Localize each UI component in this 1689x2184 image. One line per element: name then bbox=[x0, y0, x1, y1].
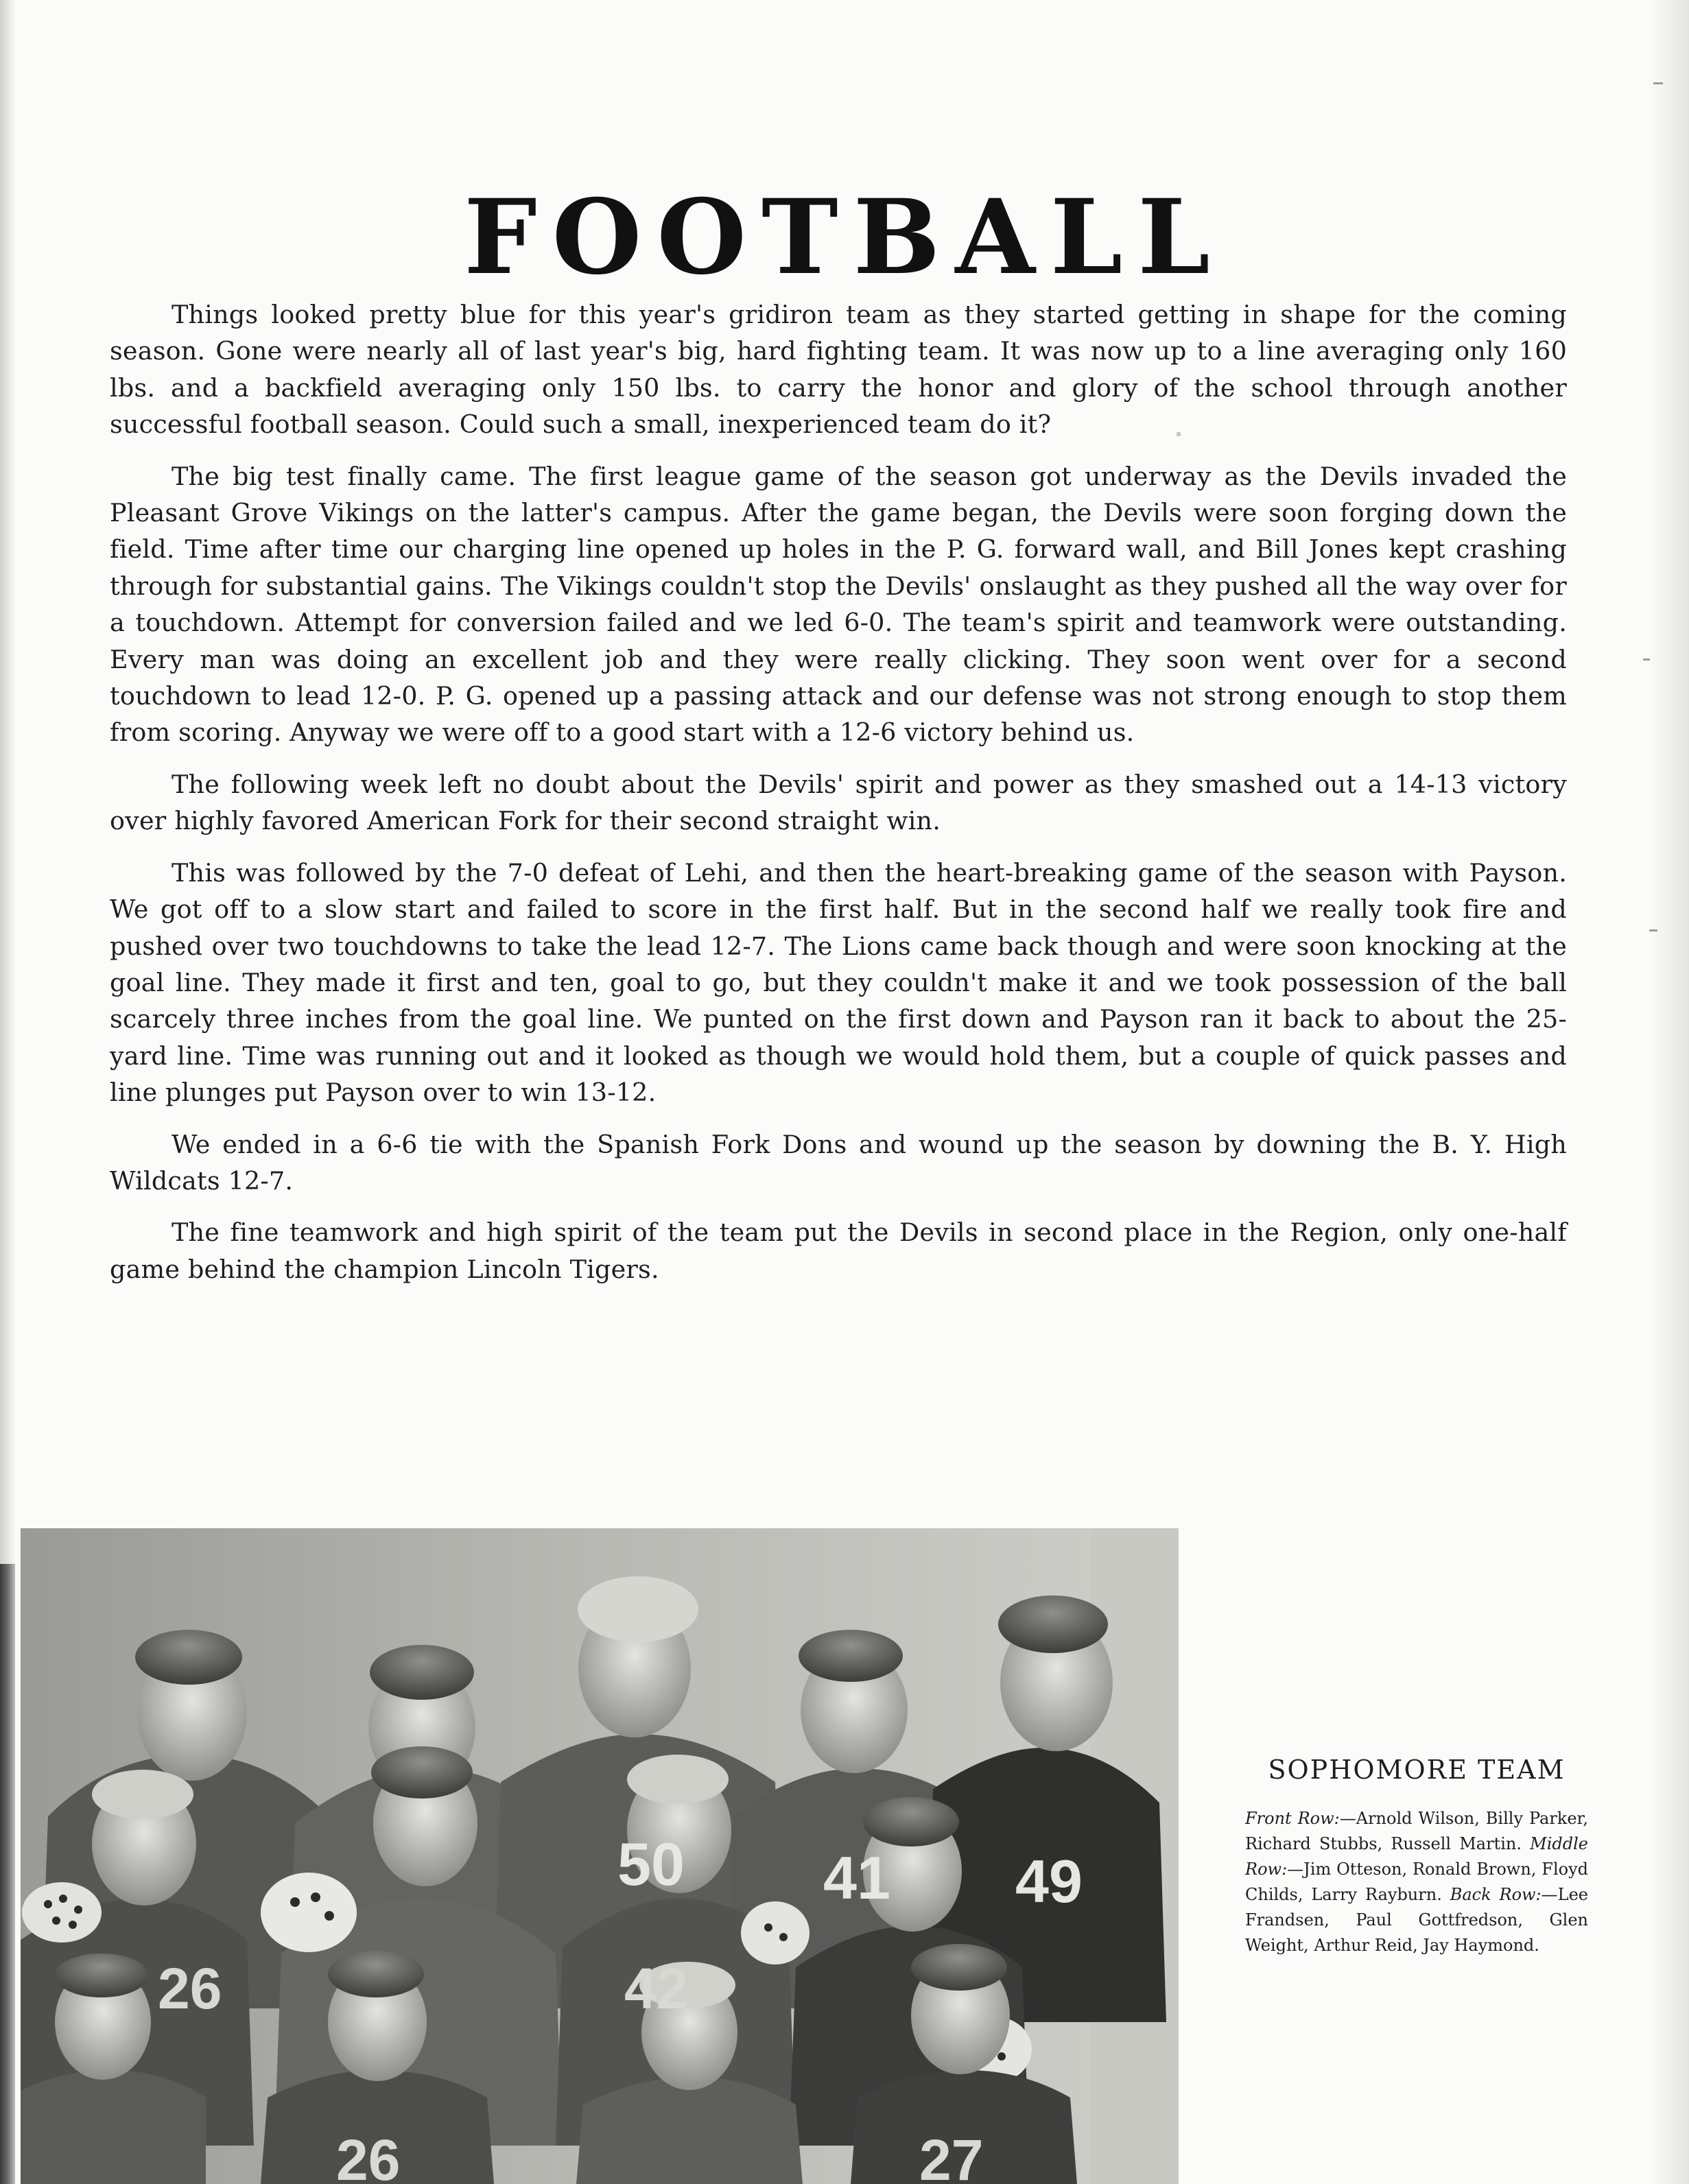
jersey-number: 41 bbox=[823, 1844, 890, 1912]
page-right-edge bbox=[1648, 0, 1689, 2184]
binding-shadow bbox=[0, 1564, 15, 2184]
jersey-number: 49 bbox=[1015, 1847, 1083, 1915]
article-paragraph: This was followed by the 7-0 defeat of Lehi, and then the heart-breaking game of the season with Payson. We got off to a slow start and failed to score in the first half. But in the second half we really took fire and pushed over two touchdowns to take the lead 12-7. The Lions came back though and were soon knocking at the goal line. They made it first and ten, goal to go, but they couldn't make it and we took possession of the ball scarcely three inches from the goal line. We punted on the first down and Payson ran it back to about the 25-yard line. Time was running out and it looked as though we would hold them, but a couple of quick passes and line plunges put Payson over to win 13-12. bbox=[110, 857, 1567, 1108]
caption-roster bbox=[1245, 1806, 1588, 1958]
article-paragraph: Things looked pretty blue for this year's gridiron team as they started getting in shape for the coming season. Gone were nearly all of last year's big, hard fighting team. It was now up to a line averaging only 160 lbs. and a backfield averaging only 150 lbs. to carry the honor and glory of the school through another successful football season. Could such a small, inexperienced team do it? bbox=[110, 300, 1567, 440]
front-row-label: Front Row: bbox=[1245, 1809, 1340, 1828]
jersey-number: 27 bbox=[919, 2128, 984, 2184]
front-row-names: —Arnold Wilson, Billy Parker, Richard Stubbs, Russell Martin. bbox=[1245, 1809, 1588, 1853]
article-paragraph: The big test finally came. The first league game of the season got underway as the Devils invaded the Pleasant Grove Vikings on the latter's campus. After the game began, the Devils were soon forging down the field. Time after time our charging line opened up holes in the P. G. forward wall, and Bill Jones kept crashing through for substantial gains. The Vikings couldn't stop the Devils' onslaught as they pushed all the way over for a touchdown. Attempt for conversion failed and we led 6-0. The team's spirit and teamwork were outstanding. Every man was doing an excellent job and they were really clicking. They soon went over for a second touchdown to lead 12-0. P. G. opened up a passing attack and our defense was not strong enough to stop them from scoring. Anyway we were off to a good start with a 12-6 victory behind us. bbox=[110, 461, 1567, 748]
team-photo bbox=[21, 1528, 1179, 2184]
back-row-label: Back Row: bbox=[1450, 1885, 1542, 1904]
paper-speck bbox=[1653, 82, 1663, 84]
article-paragraph: The fine teamwork and high spirit of the team put the Devils in second place in the Region, only one-half game behind the champion Lincoln Tigers. bbox=[110, 1218, 1567, 1284]
article-body bbox=[110, 296, 1567, 1303]
page-title: FOOTBALL bbox=[464, 176, 1225, 298]
jersey-number: 42 bbox=[624, 1956, 689, 2021]
jersey-number: 50 bbox=[617, 1830, 685, 1898]
jersey-number: 26 bbox=[158, 1956, 222, 2021]
caption-title: SOPHOMORE TEAM bbox=[1268, 1755, 1566, 1785]
middle-row-label: Middle Row: bbox=[1245, 1834, 1588, 1879]
paper-speck bbox=[1649, 929, 1657, 931]
middle-row-names: —Jim Otteson, Ronald Brown, Floyd Childs, Larry Rayburn. bbox=[1245, 1860, 1588, 1904]
photo-caption bbox=[1245, 1753, 1588, 1958]
article-paragraph: The following week left no doubt about the Devils' spirit and power as they smashed out a 14-13 victory over highly favored American Fork for their second straight win. bbox=[110, 769, 1567, 836]
back-row-names: —Lee Frandsen, Paul Gottfredson, Glen Weight, Arthur Reid, Jay Haymond. bbox=[1245, 1885, 1588, 1955]
team-photo-illustration bbox=[21, 1528, 1179, 2184]
jersey-number: 26 bbox=[336, 2128, 401, 2184]
paper-speck bbox=[1643, 658, 1650, 661]
article-paragraph: We ended in a 6-6 tie with the Spanish Fork Dons and wound up the season by downing the B. Y. High Wildcats 12-7. bbox=[110, 1129, 1567, 1196]
